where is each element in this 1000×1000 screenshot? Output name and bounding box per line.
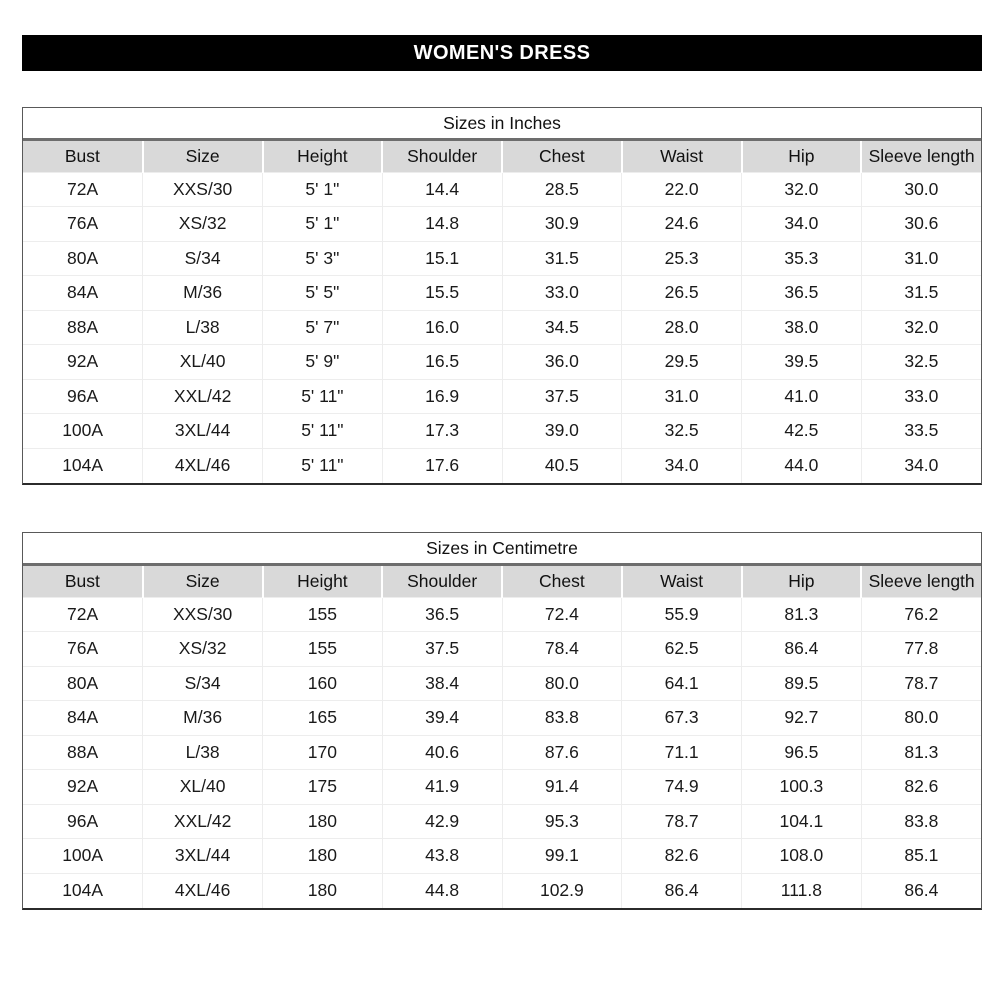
- table-cell: S/34: [143, 241, 263, 276]
- table-cell: 42.5: [742, 414, 862, 449]
- table-cell: 180: [263, 804, 383, 839]
- table-cell: 81.3: [861, 735, 981, 770]
- table-cell: 99.1: [502, 839, 622, 874]
- table-cell: 41.9: [382, 770, 502, 805]
- page-title: WOMEN'S DRESS: [413, 41, 591, 64]
- table-cell: 87.6: [502, 735, 622, 770]
- table-cell: 72A: [23, 172, 143, 207]
- table-cell: 36.0: [502, 345, 622, 380]
- column-header: Chest: [502, 141, 622, 172]
- table-row: [23, 276, 981, 311]
- table-cell: 78.4: [502, 632, 622, 667]
- header-row: [23, 566, 981, 597]
- table-cell: 80.0: [861, 701, 981, 736]
- table-cell: S/34: [143, 666, 263, 701]
- title-banner: [22, 35, 982, 71]
- table-cell: 111.8: [742, 873, 862, 908]
- table-cell: 180: [263, 839, 383, 874]
- table-cell: 39.0: [502, 414, 622, 449]
- table-cell: 33.5: [861, 414, 981, 449]
- table-cell: 31.0: [622, 379, 742, 414]
- table-cell: 104A: [23, 873, 143, 908]
- table-cell: 16.0: [382, 310, 502, 345]
- table-cell: 38.0: [742, 310, 862, 345]
- table-cell: 16.5: [382, 345, 502, 380]
- column-header: Waist: [622, 566, 742, 597]
- table-cell: 104A: [23, 448, 143, 483]
- table-cell: 37.5: [502, 379, 622, 414]
- table-cell: 83.8: [861, 804, 981, 839]
- table-cell: 26.5: [622, 276, 742, 311]
- column-header: Size: [143, 566, 263, 597]
- table-cell: 36.5: [382, 597, 502, 632]
- table-row: [23, 310, 981, 345]
- table-cell: 5' 11": [263, 379, 383, 414]
- table-row: [23, 345, 981, 380]
- table-cell: 86.4: [861, 873, 981, 908]
- table-cell: 34.0: [622, 448, 742, 483]
- table-cell: XXS/30: [143, 172, 263, 207]
- table-row: [23, 207, 981, 242]
- table-cell: 30.6: [861, 207, 981, 242]
- table-cell: 155: [263, 632, 383, 667]
- table-cell: 33.0: [502, 276, 622, 311]
- table-cell: 55.9: [622, 597, 742, 632]
- table-cell: 77.8: [861, 632, 981, 667]
- table-cell: 170: [263, 735, 383, 770]
- table-cell: 33.0: [861, 379, 981, 414]
- column-header: Waist: [622, 141, 742, 172]
- table-cell: 34.0: [861, 448, 981, 483]
- table-row: [23, 701, 981, 736]
- table-cell: 92A: [23, 345, 143, 380]
- table-cell: XS/32: [143, 207, 263, 242]
- table-cell: 5' 11": [263, 448, 383, 483]
- table-cell: M/36: [143, 276, 263, 311]
- column-header: Size: [143, 141, 263, 172]
- table-cell: 100.3: [742, 770, 862, 805]
- table-cell: 102.9: [502, 873, 622, 908]
- table-cell: 32.0: [861, 310, 981, 345]
- table-cell: 104.1: [742, 804, 862, 839]
- table-cell: 38.4: [382, 666, 502, 701]
- table-cell: 96A: [23, 379, 143, 414]
- table-cell: 30.9: [502, 207, 622, 242]
- table-cell: XL/40: [143, 770, 263, 805]
- column-header: Hip: [742, 566, 862, 597]
- table-cell: 95.3: [502, 804, 622, 839]
- table-row: [23, 804, 981, 839]
- table-cell: 31.0: [861, 241, 981, 276]
- table-cell: 72.4: [502, 597, 622, 632]
- table-cell: 64.1: [622, 666, 742, 701]
- table-cell: 3XL/44: [143, 839, 263, 874]
- table-cell: 84A: [23, 276, 143, 311]
- table-cell: 108.0: [742, 839, 862, 874]
- table-cell: 88A: [23, 735, 143, 770]
- table-cell: L/38: [143, 310, 263, 345]
- table-cell: 100A: [23, 414, 143, 449]
- table-cell: 41.0: [742, 379, 862, 414]
- column-header: Shoulder: [382, 566, 502, 597]
- table-row: [23, 839, 981, 874]
- table-cell: 43.8: [382, 839, 502, 874]
- table-cell: 175: [263, 770, 383, 805]
- table-cell: XXS/30: [143, 597, 263, 632]
- table-cell: 32.0: [742, 172, 862, 207]
- table-cell: 28.5: [502, 172, 622, 207]
- table-cell: 42.9: [382, 804, 502, 839]
- table-cell: 15.5: [382, 276, 502, 311]
- table-cell: 31.5: [502, 241, 622, 276]
- table-cell: 86.4: [622, 873, 742, 908]
- table-cell: 96.5: [742, 735, 862, 770]
- table-row: [23, 448, 981, 483]
- column-header: Bust: [23, 566, 143, 597]
- table-cell: 5' 1": [263, 207, 383, 242]
- inches-table-body: [23, 172, 981, 483]
- table-cell: 78.7: [861, 666, 981, 701]
- table-cell: 92.7: [742, 701, 862, 736]
- table-row: [23, 241, 981, 276]
- table-cell: 5' 1": [263, 172, 383, 207]
- header-row: [23, 141, 981, 172]
- centimetre-size-table: [23, 566, 981, 908]
- table-cell: 32.5: [622, 414, 742, 449]
- table-cell: 180: [263, 873, 383, 908]
- table-cell: 76A: [23, 632, 143, 667]
- table-cell: 80A: [23, 666, 143, 701]
- table-cell: XS/32: [143, 632, 263, 667]
- table-cell: 30.0: [861, 172, 981, 207]
- table-cell: 31.5: [861, 276, 981, 311]
- centimetre-table-header: [23, 566, 981, 597]
- table-cell: 80.0: [502, 666, 622, 701]
- table-cell: XXL/42: [143, 379, 263, 414]
- table-cell: 16.9: [382, 379, 502, 414]
- centimetre-table-body: [23, 597, 981, 908]
- table-cell: 76.2: [861, 597, 981, 632]
- table-cell: 92A: [23, 770, 143, 805]
- table-cell: 80A: [23, 241, 143, 276]
- table-cell: 15.1: [382, 241, 502, 276]
- table-cell: 40.6: [382, 735, 502, 770]
- table-cell: 165: [263, 701, 383, 736]
- inches-size-table: [23, 141, 981, 483]
- table-cell: 4XL/46: [143, 873, 263, 908]
- table-cell: 72A: [23, 597, 143, 632]
- table-cell: 36.5: [742, 276, 862, 311]
- table-cell: 17.6: [382, 448, 502, 483]
- column-header: Shoulder: [382, 141, 502, 172]
- table-cell: 24.6: [622, 207, 742, 242]
- table-cell: 71.1: [622, 735, 742, 770]
- table-cell: 76A: [23, 207, 143, 242]
- table-cell: 62.5: [622, 632, 742, 667]
- table-row: [23, 597, 981, 632]
- table-cell: 82.6: [861, 770, 981, 805]
- table-cell: 25.3: [622, 241, 742, 276]
- table-cell: 39.4: [382, 701, 502, 736]
- table-cell: 88A: [23, 310, 143, 345]
- table-cell: 5' 3": [263, 241, 383, 276]
- table-cell: 84A: [23, 701, 143, 736]
- inches-size-chart: [22, 107, 982, 485]
- table-row: [23, 632, 981, 667]
- table-cell: 4XL/46: [143, 448, 263, 483]
- table-cell: 100A: [23, 839, 143, 874]
- column-header: Sleeve length: [861, 141, 981, 172]
- table-cell: 74.9: [622, 770, 742, 805]
- table-cell: 86.4: [742, 632, 862, 667]
- table-cell: 160: [263, 666, 383, 701]
- table-cell: 14.4: [382, 172, 502, 207]
- table-cell: 44.8: [382, 873, 502, 908]
- table-row: [23, 379, 981, 414]
- column-header: Bust: [23, 141, 143, 172]
- table-cell: 17.3: [382, 414, 502, 449]
- table-cell: 82.6: [622, 839, 742, 874]
- table-cell: 5' 9": [263, 345, 383, 380]
- table-row: [23, 735, 981, 770]
- table-cell: XXL/42: [143, 804, 263, 839]
- table-cell: 40.5: [502, 448, 622, 483]
- table-cell: 34.5: [502, 310, 622, 345]
- table-cell: L/38: [143, 735, 263, 770]
- table-cell: 22.0: [622, 172, 742, 207]
- table-cell: XL/40: [143, 345, 263, 380]
- table-cell: 3XL/44: [143, 414, 263, 449]
- inches-table-header: [23, 141, 981, 172]
- table-cell: 91.4: [502, 770, 622, 805]
- table-cell: 67.3: [622, 701, 742, 736]
- table-cell: M/36: [143, 701, 263, 736]
- table-cell: 78.7: [622, 804, 742, 839]
- table-cell: 96A: [23, 804, 143, 839]
- table-row: [23, 873, 981, 908]
- inches-table-title: Sizes in Inches: [23, 108, 981, 141]
- table-row: [23, 172, 981, 207]
- table-cell: 34.0: [742, 207, 862, 242]
- column-header: Sleeve length: [861, 566, 981, 597]
- table-cell: 81.3: [742, 597, 862, 632]
- table-cell: 14.8: [382, 207, 502, 242]
- table-cell: 5' 5": [263, 276, 383, 311]
- column-header: Height: [263, 141, 383, 172]
- table-cell: 28.0: [622, 310, 742, 345]
- table-cell: 44.0: [742, 448, 862, 483]
- table-cell: 5' 7": [263, 310, 383, 345]
- table-cell: 35.3: [742, 241, 862, 276]
- centimetre-table-title: Sizes in Centimetre: [23, 533, 981, 566]
- table-cell: 32.5: [861, 345, 981, 380]
- table-cell: 29.5: [622, 345, 742, 380]
- table-row: [23, 770, 981, 805]
- table-cell: 39.5: [742, 345, 862, 380]
- table-row: [23, 666, 981, 701]
- column-header: Chest: [502, 566, 622, 597]
- table-row: [23, 414, 981, 449]
- table-cell: 37.5: [382, 632, 502, 667]
- table-cell: 83.8: [502, 701, 622, 736]
- column-header: Hip: [742, 141, 862, 172]
- table-cell: 5' 11": [263, 414, 383, 449]
- table-cell: 155: [263, 597, 383, 632]
- centimetre-size-chart: [22, 532, 982, 910]
- column-header: Height: [263, 566, 383, 597]
- table-cell: 89.5: [742, 666, 862, 701]
- table-cell: 85.1: [861, 839, 981, 874]
